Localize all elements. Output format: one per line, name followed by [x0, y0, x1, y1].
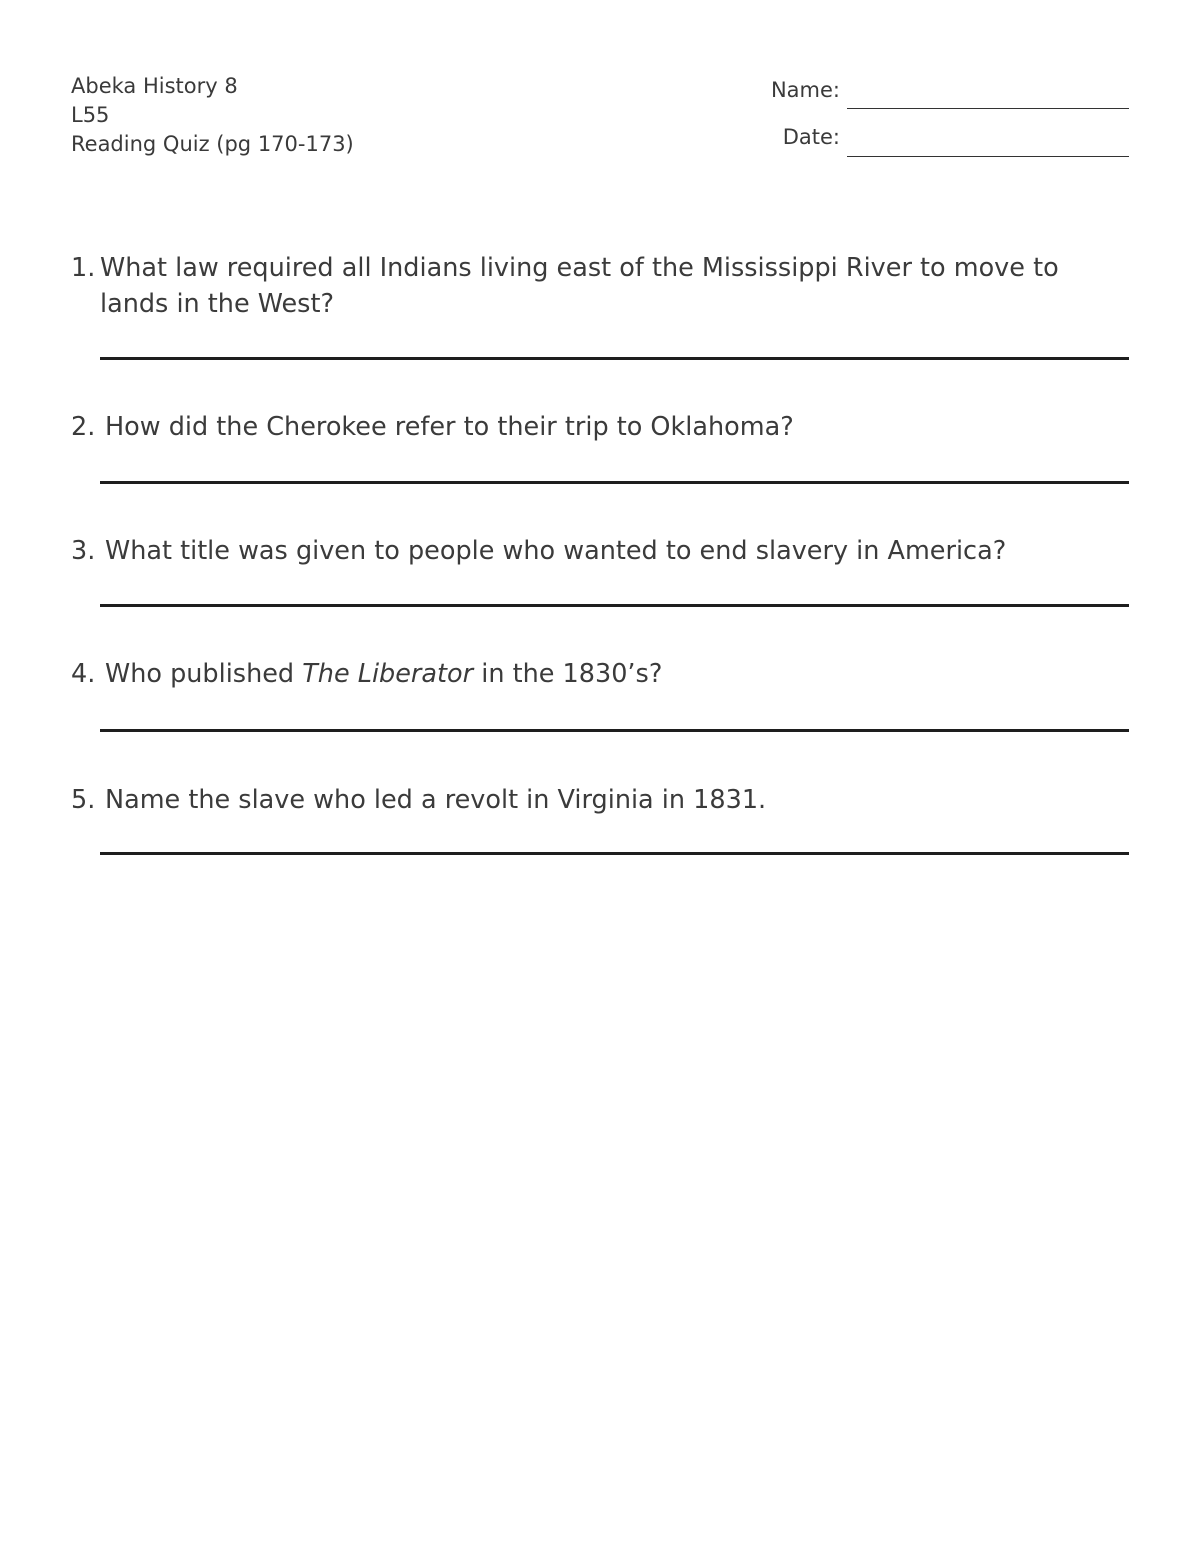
answer-line-3[interactable] — [100, 604, 1129, 607]
question-text: How did the Cherokee refer to their trip to Oklahoma? — [105, 412, 794, 442]
publication-title: The Liberator — [302, 659, 474, 689]
name-label: Name: — [770, 78, 840, 102]
question-text-before: Who published — [105, 659, 295, 689]
question-4 — [71, 656, 1131, 692]
answer-line-2[interactable] — [100, 481, 1129, 484]
question-number: 5. — [71, 785, 96, 815]
question-2 — [71, 409, 1131, 445]
question-text — [105, 656, 1131, 692]
question-text: Name the slave who led a revolt in Virginia in 1831. — [105, 785, 767, 815]
question-3 — [71, 533, 1131, 569]
answer-line-5[interactable] — [100, 852, 1129, 855]
question-1 — [71, 250, 1131, 322]
course-name: Abeka History 8 — [71, 74, 238, 98]
question-text: What law required all Indians living east of the Mississippi River to move to lands in the West? — [100, 253, 1059, 319]
name-blank-line[interactable] — [847, 108, 1129, 109]
question-number: 1. — [71, 253, 96, 283]
question-5 — [71, 782, 1131, 818]
question-number: 3. — [71, 536, 96, 566]
quiz-header — [71, 72, 354, 159]
question-text-after: in the 1830’s? — [481, 659, 663, 689]
date-label: Date: — [782, 125, 840, 149]
answer-line-1[interactable] — [100, 357, 1129, 360]
question-text: What title was given to people who wanted to end slavery in America? — [105, 536, 1007, 566]
question-number: 4. — [71, 659, 96, 689]
answer-line-4[interactable] — [100, 729, 1129, 732]
question-number: 2. — [71, 412, 96, 442]
quiz-title: Reading Quiz (pg 170-173) — [71, 132, 354, 156]
date-blank-line[interactable] — [847, 156, 1129, 157]
lesson-number: L55 — [71, 103, 110, 127]
